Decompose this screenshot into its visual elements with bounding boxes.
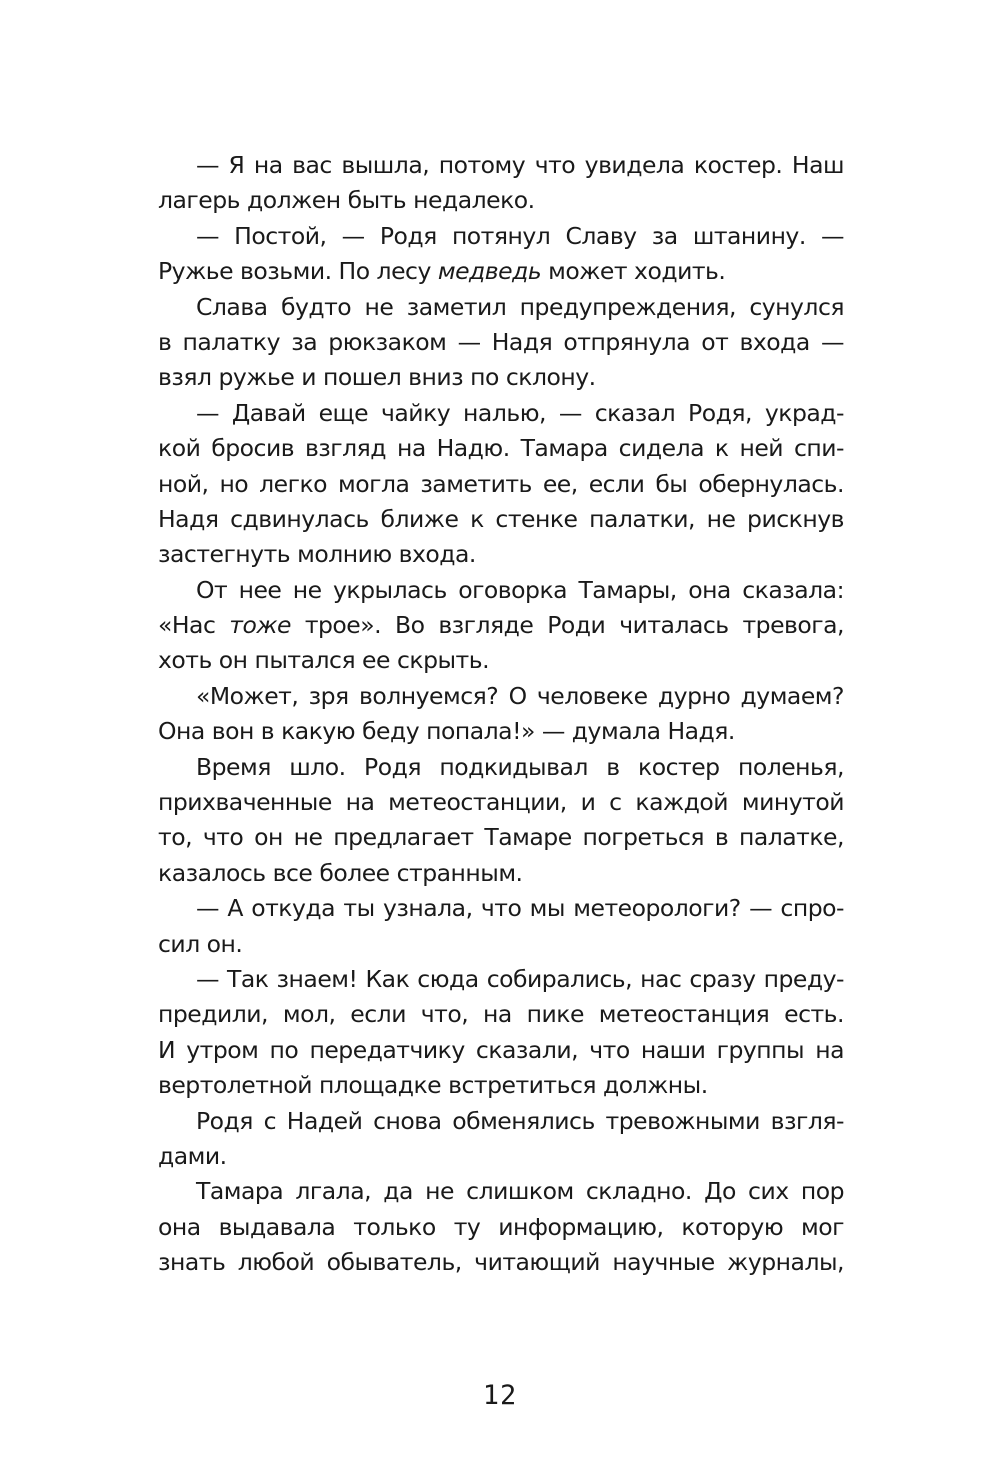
text-line: Надя сдвинулась ближе к стенке палатки, не рискнув [158,504,844,533]
text-line: — Давай еще чайку налью, — сказал Родя, украд- [196,398,844,427]
text-line: хоть он пытался ее скрыть. [158,646,490,675]
text-line: застегнуть молнию входа. [158,540,476,569]
body-text [158,148,844,1281]
text-line: сил он. [158,929,243,958]
text-line: ной, но легко могла заметить ее, если бы обернулась. [158,469,844,498]
text-line: «Нас тоже трое». Во взгляде Роди читалась тревога, [158,611,844,640]
text-line: Время шло. Родя подкидывал в костер поленья, [196,752,844,781]
text-line: И утром по передатчику сказали, что наши группы на [158,1035,844,1064]
text-line: «Может, зря волнуемся? О человеке дурно думаем? [196,681,844,710]
text-line: — Постой, — Родя потянул Славу за штанину. — [196,221,844,250]
text-line: лагерь должен быть недалеко. [158,186,535,215]
text-line: кой бросив взгляд на Надю. Тамара сидела к ней спи- [158,434,844,463]
text-line: она выдавала только ту информацию, которую мог [158,1212,844,1241]
text-line: Слава будто не заметил предупреждения, сунулся [196,292,844,321]
text-line: — Так знаем! Как сюда собирались, нас сразу преду- [196,964,844,993]
page-number: 12 [482,1380,518,1411]
text-line: прихваченные на метеостанции, и с каждой минутой [158,788,844,817]
text-line: — А откуда ты узнала, что мы метеорологи? — спро- [196,894,844,923]
text-line: знать любой обыватель, читающий научные журналы, [158,1248,844,1277]
text-line: От нее не укрылась оговорка Тамары, она сказала: [196,575,844,604]
text-line: в палатку за рюкзаком — Надя отпрянула от входа — [158,327,844,356]
text-line: казалось все более странным. [158,858,523,887]
text-line: Она вон в какую беду попала!» — думала Надя. [158,717,735,746]
text-line: взял ружье и пошел вниз по склону. [158,363,596,392]
text-line: Родя с Надей снова обменялись тревожными взгля- [196,1106,844,1135]
text-line: — Я на вас вышла, потому что увидела костер. Наш [196,151,844,179]
text-line: то, что он не предлагает Тамаре погреться в палатке, [158,823,844,852]
text-line: Ружье возьми. По лесу медведь может ходить. [158,257,726,286]
emphasis-word: тоже [229,611,291,640]
text-line: Тамара лгала, да не слишком складно. До сих пор [196,1177,844,1206]
text-line: дами. [158,1141,227,1170]
text-line: предили, мол, если что, на пике метеостанция есть. [158,1000,844,1029]
emphasis-word: медведь [437,257,542,286]
text-line: вертолетной площадке встретиться должны. [158,1071,708,1100]
